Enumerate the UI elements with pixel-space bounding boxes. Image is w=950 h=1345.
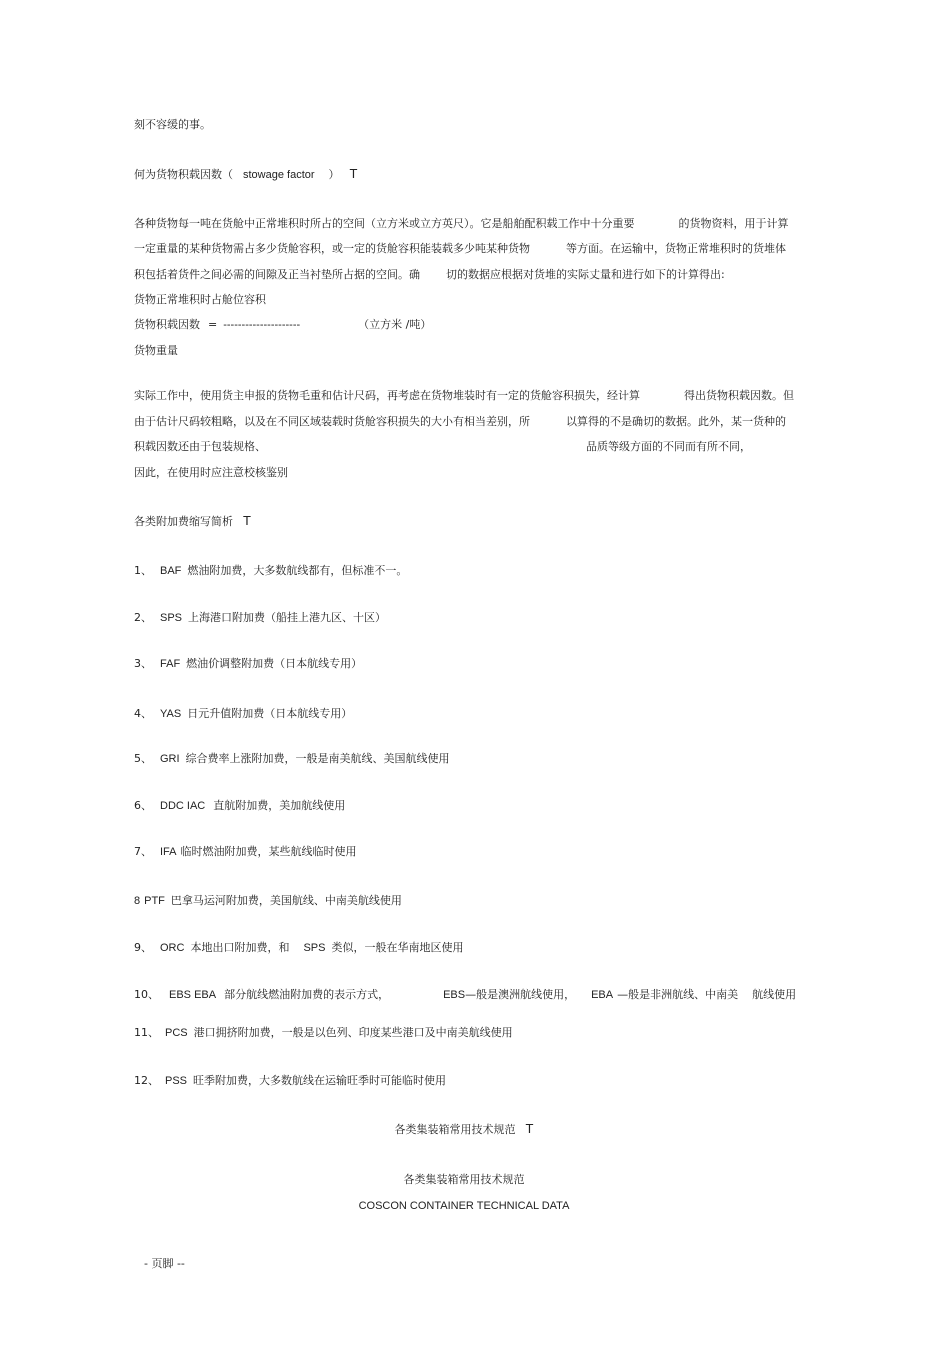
list-item (134, 941, 463, 955)
item-number: 1、 (134, 564, 152, 577)
item-description: 港口拥挤附加费，一般是以色列、印度某些港口及中南美航线使用 (193, 1026, 513, 1039)
item-number: 4、 (134, 707, 152, 720)
container-heading (0, 1122, 928, 1137)
text-fragment: 得出货物积载因数。但 (684, 389, 794, 402)
stowage-paragraph2-line3: 积载因数还由于包装规格、 (134, 440, 266, 453)
list-item (134, 564, 407, 578)
item-number: 10、 (134, 988, 159, 1001)
item-description: —般是非洲航线、中南美 (617, 988, 739, 1001)
list-item (134, 799, 345, 813)
item-description: 航线使用 (752, 988, 797, 1001)
stowage-heading-close: ） (328, 168, 340, 181)
list-item (134, 752, 450, 766)
container-subtitle-cn: 各类集装箱常用技术规范 (403, 1173, 525, 1186)
formula-denominator: 货物重量 (134, 344, 178, 357)
item-number: 3、 (134, 657, 152, 670)
item-code: EBS EBA (169, 989, 217, 1001)
list-item (134, 657, 362, 671)
item-code: GRI (160, 753, 180, 765)
list-item (134, 707, 352, 721)
item-description: 本地出口附加费，和 (190, 941, 290, 954)
stowage-heading-cn: 何为货物积载因数（ (134, 168, 233, 181)
item-description: 日元升值附加费（日本航线专用） (187, 707, 353, 720)
page-footer: - 页脚 -- (144, 1257, 185, 1270)
item-description: 巴拿马运河附加费，美国航线、中南美航线使用 (170, 894, 402, 907)
text-fragment: 的货物资料，用于计算 (678, 217, 789, 230)
item-number: 6、 (134, 799, 152, 812)
item-code: SPS (160, 612, 183, 624)
item-description: 临时燃油附加费，某些航线临时使用 (180, 845, 357, 858)
stowage-paragraph2-line4: 品质等级方面的不同而有所不同， (586, 440, 751, 453)
stowage-paragraph2-line5: 因此，在使用时应注意校核鉴别 (134, 466, 288, 479)
item-description: 部分航线燃油附加费的表示方式， (224, 988, 390, 1001)
formula-equals: = (208, 318, 218, 331)
surcharges-heading-text: 各类附加费缩写简析 (134, 515, 233, 528)
formula-numerator: 货物正常堆积时占舱位容积 (134, 293, 266, 306)
list-item (134, 894, 402, 908)
item-code: EBS (443, 989, 466, 1001)
item-code: FAF (160, 658, 181, 670)
item-number: 9、 (134, 941, 152, 954)
text-fragment: 各种货物每一吨在货舱中正常堆积时所占的空间（立方米或立方英尺）。它是船舶配积载工作中十分重要 (134, 217, 635, 230)
item-description: 类似，一般在华南地区使用 (331, 941, 464, 954)
item-description: 上海港口附加费（船挂上港九区、十区） (188, 611, 387, 624)
item-code: EBA (591, 989, 614, 1001)
stowage-paragraph1-line1 (134, 217, 789, 231)
item-code: ORC (160, 942, 185, 954)
text-fragment: 切的数据应根据对货堆的实际丈量和进行如下的计算得出: (446, 268, 725, 281)
item-code: PCS (165, 1027, 188, 1039)
formula-line (134, 318, 431, 332)
stowage-heading-en: stowage factor (243, 169, 315, 181)
text-fragment: 以算得的不是确切的数据。此外，某一货种的 (566, 415, 786, 428)
item-code: IFA (160, 846, 177, 858)
formula-unit: （立方米 /吨） (358, 318, 432, 331)
list-item (134, 1026, 513, 1040)
item-code: DDC IAC (160, 800, 206, 812)
item-number: 7、 (134, 845, 152, 858)
intro-tail-text: 刻不容缓的事。 (134, 118, 211, 131)
stowage-paragraph2-line1 (134, 389, 794, 403)
item-description: 燃油附加费，大多数航线都有，但标准不一。 (187, 564, 408, 577)
item-code: BAF (160, 565, 182, 577)
container-subtitle-en: COSCON CONTAINER TECHNICAL DATA (358, 1200, 570, 1212)
stowage-paragraph2-line2 (134, 415, 786, 429)
surcharges-heading (134, 514, 251, 529)
text-fragment: 一定重量的某种货物需占多少货舱容积，或一定的货舱容积能装载多少吨某种货物 (134, 242, 530, 255)
item-code: PTF (144, 895, 165, 907)
list-item (134, 988, 796, 1002)
item-number: 2、 (134, 611, 152, 624)
stowage-heading-t-mark: T (349, 166, 358, 181)
item-description: 直航附加费，美加航线使用 (213, 799, 346, 812)
stowage-paragraph1-line3 (134, 268, 725, 282)
formula-label: 货物积载因数 (134, 318, 200, 331)
list-item (134, 845, 357, 859)
formula-fraction-bar: --------------------- (223, 319, 301, 331)
list-item (134, 1074, 446, 1088)
stowage-paragraph1-line2 (134, 242, 786, 256)
item-number: 5、 (134, 752, 152, 765)
container-heading-t-mark: T (525, 1121, 534, 1136)
item-code: SPS (303, 942, 326, 954)
surcharges-heading-t-mark: T (243, 513, 251, 528)
item-number: 12、 (134, 1074, 159, 1087)
item-description: 旺季附加费，大多数航线在运输旺季时可能临时使用 (193, 1074, 447, 1087)
item-code: YAS (160, 708, 182, 720)
item-code: PSS (165, 1075, 188, 1087)
item-number: 11、 (134, 1026, 159, 1039)
text-fragment: 积包括着货件之间必需的间隙及正当衬垫所占据的空间。确 (134, 268, 420, 281)
item-description: 燃油价调整附加费（日本航线专用） (186, 657, 363, 670)
item-description: —般是澳洲航线使用， (465, 988, 576, 1001)
container-heading-text: 各类集装箱常用技术规范 (394, 1123, 516, 1136)
list-item (134, 611, 386, 625)
item-number: 8 (134, 895, 141, 907)
item-description: 综合费率上涨附加费，一般是南美航线、美国航线使用 (185, 752, 450, 765)
text-fragment: 等方面。在运输中，货物正常堆积时的货堆体 (566, 242, 786, 255)
text-fragment: 由于估计尺码较粗略，以及在不同区域装载时货舱容积损失的大小有相当差别，所 (134, 415, 530, 428)
text-fragment: 实际工作中，使用货主申报的货物毛重和估计尺码，再考虑在货物堆装时有一定的货舱容积损失，经计算 (134, 389, 640, 402)
stowage-factor-heading (134, 167, 358, 182)
